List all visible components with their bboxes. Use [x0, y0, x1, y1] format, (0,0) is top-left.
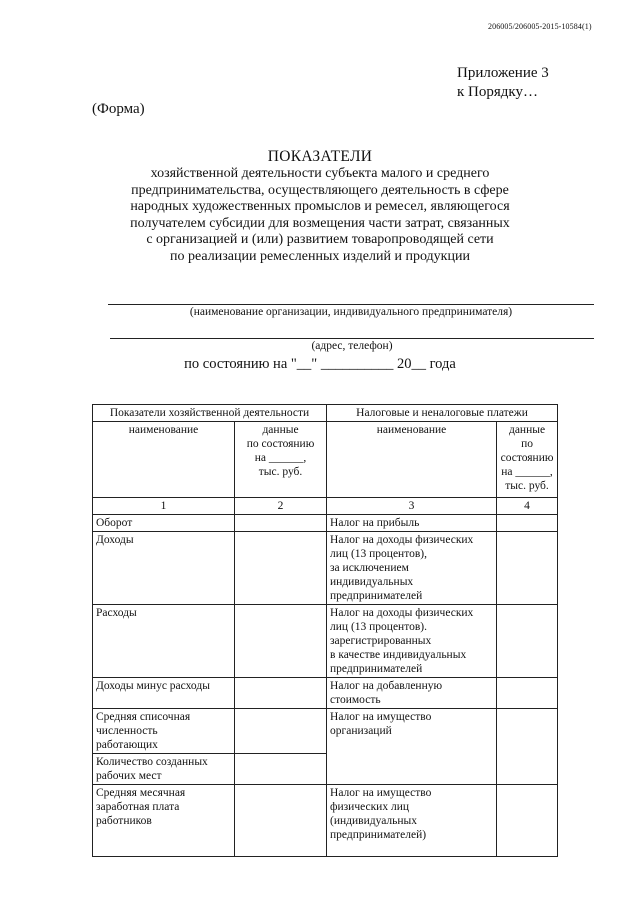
payment-name-line: индивидуальных — [330, 576, 414, 588]
payment-name — [327, 532, 497, 605]
column-number: 2 — [235, 498, 327, 515]
payment-name-line: физических лиц — [330, 801, 410, 813]
subheader-data-col2 — [235, 422, 327, 498]
document-title: ПОКАЗАТЕЛИ — [267, 148, 373, 165]
org-name-caption: (наименование организации, индивидуального предпринимателя) — [189, 306, 513, 318]
payment-name-line: лиц (13 процентов). — [330, 621, 427, 633]
table-row — [93, 709, 558, 754]
payment-value-cell[interactable] — [497, 515, 558, 532]
payment-value-cell[interactable] — [497, 532, 558, 605]
subtitle-line: хозяйственной деятельности субъекта малого и среднего — [150, 166, 490, 181]
org-name-fill-line — [108, 304, 594, 305]
indicator-name-line: заработная плата — [96, 801, 180, 813]
indicator-value-cell[interactable] — [235, 754, 327, 785]
indicator-name: Доходы — [93, 532, 235, 605]
payment-name-line: организаций — [330, 725, 392, 737]
payment-name — [327, 605, 497, 678]
table-header-row — [93, 405, 558, 422]
payment-name-line: Налог на добавленную — [330, 680, 443, 692]
payment-value-cell[interactable] — [497, 678, 558, 709]
subheader-line: на ______, — [501, 466, 553, 478]
payment-name — [327, 709, 497, 785]
subtitle-line: с организацией и (или) развитием товаропроводящей сети — [146, 232, 494, 247]
address-caption: (адрес, телефон) — [311, 340, 393, 352]
indicator-name-line: работающих — [96, 739, 158, 751]
subheader-name-col1: наименование — [93, 422, 235, 498]
payment-value-cell[interactable] — [497, 709, 558, 785]
indicator-value-cell[interactable] — [235, 515, 327, 532]
appendix-line: к Порядку… — [457, 84, 538, 100]
indicator-name: Расходы — [93, 605, 235, 678]
payment-name — [327, 678, 497, 709]
column-number: 3 — [327, 498, 497, 515]
payment-name-line: предпринимателей — [330, 590, 423, 602]
column-number: 4 — [497, 498, 558, 515]
indicator-value-cell[interactable] — [235, 605, 327, 678]
indicator-value-cell[interactable] — [235, 532, 327, 605]
payment-name-line: предпринимателей — [330, 663, 423, 675]
indicator-name-line: работников — [96, 815, 152, 827]
subheader-line: данные — [262, 424, 299, 436]
table-row — [93, 515, 558, 532]
table-row — [93, 785, 558, 857]
subheader-data-col4 — [497, 422, 558, 498]
form-label: (Форма) — [92, 101, 145, 117]
table-row — [93, 605, 558, 678]
indicator-name: Оборот — [93, 515, 235, 532]
payment-name-line: Налог на доходы физических — [330, 607, 474, 619]
as-of-date-line: по состоянию на "__" __________ 20__ года — [184, 356, 456, 372]
indicator-name-line: Средняя месячная — [96, 787, 186, 799]
table-row — [93, 678, 558, 709]
subtitle-line: народных художественных промыслов и ремесел, являющегося — [130, 199, 510, 214]
indicator-name-line: рабочих мест — [96, 770, 162, 782]
subtitle-line: предпринимательства, осуществляющего деятельность в сфере — [131, 182, 509, 198]
column-number: 1 — [93, 498, 235, 515]
table-row — [93, 532, 558, 605]
payment-name: Налог на прибыль — [327, 515, 497, 532]
payment-value-cell[interactable] — [497, 605, 558, 678]
indicator-value-cell[interactable] — [235, 709, 327, 754]
subheader-line: по состоянию — [246, 438, 315, 450]
payment-name-line: в качестве индивидуальных — [330, 649, 467, 661]
header-activity-indicators: Показатели хозяйственной деятельности — [93, 405, 327, 422]
payment-name-line: лиц (13 процентов), — [330, 548, 427, 560]
appendix-line: Приложение 3 — [457, 65, 549, 81]
document-subtitle — [110, 166, 530, 265]
indicator-value-cell[interactable] — [235, 785, 327, 857]
payment-name-line: за исключением — [330, 562, 409, 574]
subheader-line: на ______, — [254, 452, 307, 464]
payment-name — [327, 785, 497, 857]
header-tax-payments: Налоговые и неналоговые платежи — [327, 405, 558, 422]
address-fill-line — [110, 338, 594, 339]
payment-value-cell[interactable] — [497, 785, 558, 857]
indicator-name — [93, 709, 235, 754]
indicator-name-line: Количество созданных — [96, 756, 208, 768]
indicator-name — [93, 754, 235, 785]
payment-name-line: Налог на имущество — [330, 711, 432, 723]
subheader-name-col3: наименование — [327, 422, 497, 498]
subheader-line: тыс. руб. — [505, 480, 549, 492]
table-subheader-row — [93, 422, 558, 498]
subheader-line: данные — [508, 424, 546, 436]
indicator-name — [93, 785, 235, 857]
payment-name-line: зарегистрированных — [330, 635, 432, 647]
document-id: 206005/206005-2015-10584(1) — [488, 22, 592, 31]
subtitle-line: получателем субсидии для возмещения части затрат, связанных — [130, 215, 510, 231]
column-number-row — [93, 498, 558, 515]
subheader-line: по состоянию — [500, 438, 554, 464]
subtitle-line: по реализации ремесленных изделий и продукции — [170, 248, 470, 264]
subheader-line: тыс. руб. — [258, 466, 303, 478]
indicator-name-line: Средняя списочная — [96, 711, 191, 723]
indicator-value-cell[interactable] — [235, 678, 327, 709]
payment-name-line: (индивидуальных — [330, 815, 418, 827]
indicator-name-line: численность — [96, 725, 158, 737]
payment-name-line: предпринимателей) — [330, 829, 427, 841]
payment-name-line: Налог на доходы физических — [330, 534, 474, 546]
payment-name-line: Налог на имущество — [330, 787, 432, 799]
indicator-name: Доходы минус расходы — [93, 678, 235, 709]
indicators-table — [92, 404, 558, 857]
appendix-reference — [457, 64, 549, 102]
payment-name-line: стоимость — [330, 694, 381, 706]
